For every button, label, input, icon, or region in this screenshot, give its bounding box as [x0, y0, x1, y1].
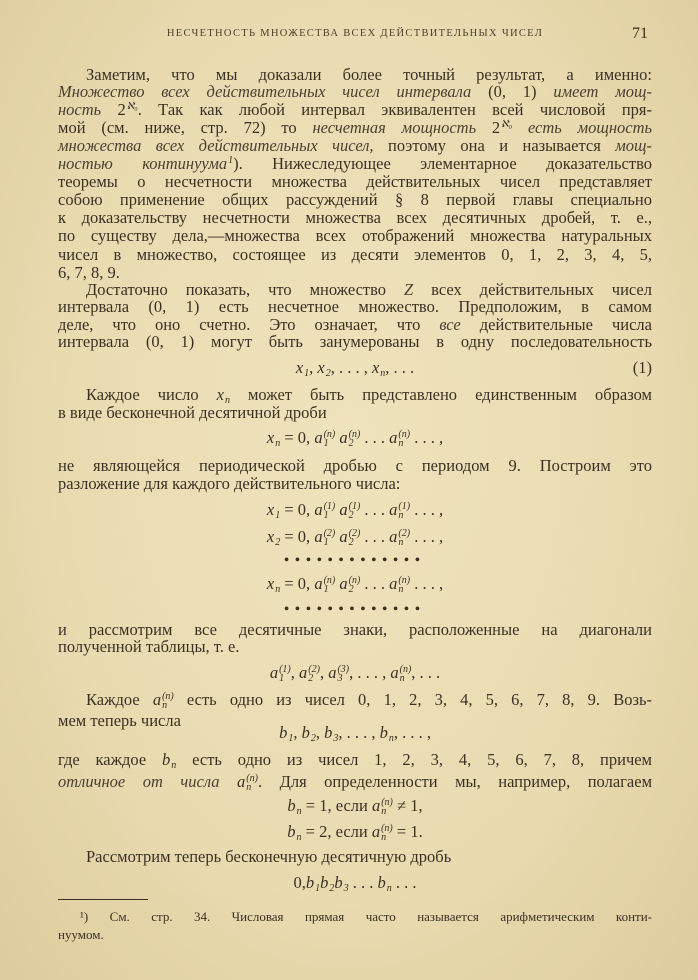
subscript: n	[171, 760, 177, 772]
math-symbol	[320, 873, 335, 895]
symbol-base: 2	[491, 118, 501, 137]
superscript: (n)	[323, 575, 336, 587]
text-segment: , . . . ,	[338, 723, 380, 742]
symbol-base: a	[314, 500, 323, 519]
subscript: n	[275, 584, 281, 596]
subscript: 3	[337, 673, 343, 685]
text-segment: . . .	[360, 500, 390, 519]
superscript: (n)	[162, 691, 174, 703]
text-segment: и рассмотрим все десятичные знаки, расположенные на диагонали	[58, 620, 652, 639]
superscript: (1)	[323, 501, 336, 513]
superscript: (n)	[323, 429, 336, 441]
text-segment: собою применение общих рассуждений § 8 первой главы специально	[58, 190, 652, 209]
equation-number: (1)	[632, 358, 652, 377]
text-segment: (0, 1)	[471, 82, 554, 101]
footnote-line: ¹) См. стр. 34. Числовая прямая часто называется арифметическим конти-	[80, 909, 652, 924]
text-segment: = 1.	[392, 822, 423, 841]
symbol-base: a	[339, 574, 348, 593]
math-symbol	[339, 500, 361, 522]
text-segment: ≠ 1,	[392, 796, 423, 815]
text-line	[58, 245, 652, 265]
math-symbol	[328, 663, 350, 685]
subscript: 3	[333, 733, 339, 745]
text-segment: . Так как любой интервал эквивалентен всей числовой пря-	[137, 100, 652, 119]
formula	[58, 663, 652, 683]
text-segment: по существу дела,—множества всех отображений множества натуральных	[58, 226, 652, 245]
math-symbol	[390, 663, 412, 685]
index-stack	[349, 576, 361, 594]
subscript: 2	[310, 733, 316, 745]
symbol-base: a	[314, 574, 323, 593]
math-symbol	[371, 822, 393, 844]
text-segment: . Для определенности мы, например, полагаем	[257, 772, 653, 791]
text-segment	[476, 118, 492, 137]
math-symbol	[287, 822, 302, 844]
subscript: 3	[343, 883, 349, 895]
text-segment: не являющейся периодической дробью с периодом 9. Построим это	[58, 456, 652, 475]
text-segment: Достаточно показать, что множество	[86, 280, 405, 299]
math-symbol	[269, 663, 291, 685]
italic-text	[58, 772, 237, 791]
symbol-base: x	[266, 428, 275, 447]
formula	[58, 822, 652, 842]
index-stack	[398, 430, 410, 448]
math-symbol	[389, 500, 411, 522]
text-line	[58, 82, 652, 102]
index-stack	[349, 430, 361, 448]
symbol-base: a	[299, 663, 308, 682]
symbol-base: b	[320, 873, 329, 892]
subscript: 2	[348, 438, 354, 450]
symbol-base: b	[377, 873, 386, 892]
superscript: (n)	[399, 664, 412, 676]
symbol-base: Множество всех действительных чисел интервала	[58, 82, 472, 101]
text-segment: , . . . ,	[393, 723, 431, 742]
text-segment: . . . ,	[410, 527, 444, 546]
symbol-base: отличное от числа	[58, 772, 238, 791]
math-symbol	[279, 723, 294, 745]
text-segment: всех действительных чисел	[413, 280, 652, 299]
subscript: 2	[348, 537, 354, 549]
symbol-base: a	[371, 796, 381, 815]
text-segment: где каждое	[58, 750, 163, 769]
italic-text	[312, 118, 476, 137]
subscript: 1	[315, 883, 321, 895]
index-stack	[349, 529, 361, 547]
text-line	[58, 118, 652, 138]
superscript: (n)	[348, 429, 361, 441]
superscript: (3)	[337, 664, 350, 676]
symbol-base: имеет мощ-	[553, 82, 652, 101]
subscript: n	[381, 832, 387, 844]
text-line	[58, 208, 652, 228]
superscript: (1)	[348, 501, 361, 513]
text-line	[58, 297, 652, 317]
superscript: (n)	[398, 575, 411, 587]
italic-text	[615, 136, 652, 155]
text-segment: полученной таблицы, т. е.	[58, 637, 240, 656]
formula	[58, 574, 652, 594]
subscript: 1	[304, 368, 310, 380]
text-segment: ,	[319, 663, 329, 682]
symbol-base: b	[324, 723, 333, 742]
text-segment: Заметим, что мы доказали более точный результат, а именно:	[86, 65, 652, 84]
math-symbol	[317, 358, 331, 380]
text-segment: , . . .	[411, 663, 441, 682]
text-segment: чисел в множество, состоящее из десяти элементов 0, 1, 2, 3, 4, 5,	[58, 245, 652, 264]
subscript: 1	[323, 537, 329, 549]
superscript: (n)	[398, 429, 411, 441]
text-segment: . . .	[348, 873, 378, 892]
symbol-base: несчетная мощность	[312, 118, 477, 137]
text-segment: действительные числа	[460, 315, 652, 334]
math-symbol	[371, 796, 393, 818]
symbol-base: b	[162, 750, 171, 769]
text-segment: = 0,	[280, 428, 315, 447]
math-symbol	[314, 527, 336, 549]
symbol-base: a	[389, 500, 398, 519]
symbol-base: a	[339, 500, 348, 519]
math-symbol	[334, 873, 349, 895]
text-line	[58, 750, 652, 770]
symbol-base: ностью континуума	[58, 154, 228, 173]
text-line	[58, 456, 652, 476]
superscript: (1)	[279, 664, 291, 676]
text-segment: •••••••••••••	[284, 553, 426, 568]
text-segment: , . . . ,	[349, 663, 391, 682]
math-symbol	[216, 385, 230, 407]
symbol-base: b	[287, 796, 296, 815]
index-stack	[308, 665, 320, 683]
index-stack	[398, 529, 410, 547]
subscript: n	[224, 395, 230, 407]
math-symbol	[314, 574, 336, 596]
subscript: 1	[279, 673, 285, 685]
symbol-base: 2	[117, 100, 126, 119]
subscript: n	[296, 832, 302, 844]
text-segment	[512, 118, 528, 137]
symbol-base: a	[339, 527, 348, 546]
text-line	[58, 226, 652, 246]
subscript: n	[246, 782, 252, 794]
formula	[58, 873, 652, 893]
text-line	[58, 403, 652, 423]
text-segment: . . .	[360, 428, 390, 447]
math-symbol	[339, 527, 361, 549]
symbol-base: a	[152, 690, 162, 709]
text-segment: мой (см. ниже, стр. 72) то	[58, 118, 313, 137]
math-symbol	[237, 772, 258, 794]
symbol-base: ность	[58, 100, 102, 119]
index-stack	[162, 692, 174, 710]
italic-text	[58, 100, 101, 119]
symbol-base: a	[314, 428, 323, 447]
subscript: n	[275, 438, 281, 450]
text-segment: в виде бесконечной десятичной дроби	[58, 403, 327, 422]
index-stack	[349, 502, 361, 520]
italic-text	[553, 82, 652, 101]
text-segment: ,	[309, 358, 318, 377]
math-symbol	[152, 690, 174, 712]
symbol-base: a	[237, 772, 246, 791]
math-symbol	[389, 574, 411, 596]
symbol-base: a	[389, 574, 398, 593]
text-segment: деле, что оно счетно. Это означает, что	[58, 315, 440, 334]
subscript: 1	[323, 510, 329, 522]
formula	[58, 796, 652, 816]
math-symbol	[162, 750, 177, 772]
formula	[58, 358, 652, 378]
superscript: (n)	[381, 823, 393, 835]
math-symbol	[389, 428, 411, 450]
subscript: n	[381, 806, 387, 818]
symbol-base: a	[314, 527, 323, 546]
text-line	[58, 637, 652, 657]
text-segment: •••••••••••••	[284, 602, 426, 617]
formula	[58, 500, 652, 520]
superscript: (2)	[348, 528, 361, 540]
symbol-base: a	[390, 663, 399, 682]
subscript: n	[386, 883, 392, 895]
subscript: 2	[329, 883, 335, 895]
page-number: 71	[632, 25, 648, 42]
text-line	[58, 154, 652, 174]
footnote-line: нуумом.	[58, 927, 104, 942]
math-symbol	[118, 100, 138, 119]
text-segment: интервала (0, 1) могут быть занумерованы в одну последовательность	[58, 332, 652, 351]
symbol-base: множества всех действительных чисел,	[58, 136, 374, 155]
text-segment: ,	[290, 663, 300, 682]
text-segment: интервала (0, 1) есть несчетное множество. Предположим, в самом	[58, 297, 652, 316]
math-symbol	[314, 428, 336, 450]
symbol-base: b	[301, 723, 310, 742]
text-segment: 6, 7, 8, 9.	[58, 263, 120, 282]
index-stack	[381, 798, 393, 816]
superscript: ℵ₀	[126, 101, 138, 113]
index-stack	[400, 665, 412, 683]
symbol-base: x	[266, 574, 275, 593]
footnote-divider	[58, 899, 148, 900]
superscript: (1)	[398, 501, 411, 513]
subscript: 2	[308, 673, 314, 685]
symbol-base: x	[371, 358, 380, 377]
subscript: n	[399, 673, 405, 685]
superscript: (2)	[308, 664, 320, 676]
index-stack	[324, 430, 336, 448]
symbol-base: мощ-	[615, 136, 652, 155]
text-segment: 0,	[293, 873, 306, 892]
symbol-base: есть мощность	[527, 118, 653, 137]
text-line	[58, 190, 652, 210]
formula	[58, 723, 652, 743]
text-line	[58, 474, 652, 494]
text-segment: теоремы о несчетности множества действительных чисел представляет	[58, 172, 652, 191]
text-line	[58, 385, 652, 405]
text-line	[58, 772, 652, 792]
superscript: (n)	[381, 797, 393, 809]
symbol-base: a	[389, 428, 398, 447]
text-segment: есть одно из чисел 1, 2, 3, 4, 5, 6, 7, 8, причем	[176, 750, 653, 769]
math-symbol	[266, 527, 281, 549]
subscript: n	[162, 700, 168, 712]
subscript: 2	[275, 537, 281, 549]
text-segment: = 1, если	[301, 796, 372, 815]
text-segment: Каждое	[86, 690, 153, 709]
index-stack	[398, 502, 410, 520]
text-segment: = 0,	[280, 574, 315, 593]
math-symbol	[266, 428, 281, 450]
math-symbol	[287, 796, 302, 818]
subscript: n	[380, 368, 386, 380]
superscript: ℵ₀	[501, 119, 513, 131]
text-segment: . . .	[360, 574, 390, 593]
symbol-base: b	[305, 873, 315, 892]
text-segment: ). Нижеследующее элементарное доказательство	[233, 154, 652, 173]
symbol-base: Z	[404, 280, 414, 299]
text-line	[58, 332, 652, 352]
math-symbol	[299, 663, 320, 685]
subscript: n	[398, 537, 404, 549]
index-stack	[279, 665, 291, 683]
formula	[58, 428, 652, 448]
text-line	[58, 136, 652, 156]
italic-text	[58, 82, 471, 101]
subscript: 1	[275, 510, 281, 522]
text-segment: . . . ,	[410, 500, 444, 519]
math-symbol	[371, 358, 386, 380]
text-line	[58, 172, 652, 192]
math-symbol	[492, 118, 512, 137]
text-segment: , . . . ,	[330, 358, 372, 377]
symbol-base: x	[266, 527, 275, 546]
text-segment: может быть представлено единственным образом	[229, 385, 652, 404]
symbol-base: a	[371, 822, 381, 841]
subscript: 1	[323, 584, 329, 596]
math-symbol	[295, 358, 310, 380]
italic-text	[58, 154, 227, 173]
symbol-base: x	[216, 385, 224, 404]
math-symbol	[305, 873, 321, 895]
math-symbol	[339, 428, 361, 450]
text-segment: . . . ,	[410, 574, 444, 593]
text-segment: разложение для каждого действительного числа:	[58, 474, 401, 493]
text-segment: мем теперь числа	[58, 711, 181, 730]
italic-text	[58, 136, 374, 155]
symbol-base: x	[266, 500, 275, 519]
subscript: 2	[348, 510, 354, 522]
text-segment: ,	[315, 723, 325, 742]
ellipsis-row	[58, 600, 652, 620]
index-stack	[246, 774, 258, 792]
formula	[58, 527, 652, 547]
symbol-base: x	[317, 358, 325, 377]
superscript: (n)	[246, 773, 258, 785]
symbol-base: b	[279, 723, 288, 742]
subscript: n	[398, 438, 404, 450]
symbol-base: a	[269, 663, 279, 682]
math-symbol	[339, 574, 361, 596]
index-stack	[381, 824, 393, 842]
subscript: 1	[288, 733, 294, 745]
italic-text	[528, 118, 652, 137]
superscript: 1	[228, 155, 234, 167]
subscript: n	[398, 584, 404, 596]
text-line	[58, 100, 652, 120]
superscript: (2)	[398, 528, 411, 540]
math-symbol	[324, 723, 339, 745]
text-line	[58, 690, 652, 710]
index-stack	[337, 665, 349, 683]
text-segment: = 2, если	[301, 822, 372, 841]
math-symbol	[314, 500, 336, 522]
text-segment: к доказательству несчетности множества всех десятичных дробей, т. е.,	[58, 208, 652, 227]
text-segment: = 0,	[280, 500, 315, 519]
running-title: НЕСЧЕТНОСТЬ МНОЖЕСТВА ВСЕХ ДЕЙСТВИТЕЛЬНЫХ ЧИСЕЛ	[166, 28, 544, 39]
math-symbol	[389, 527, 411, 549]
text-segment: . . .	[391, 873, 417, 892]
superscript: (n)	[348, 575, 361, 587]
text-segment: . . . ,	[410, 428, 444, 447]
subscript: n	[388, 733, 394, 745]
text-segment: = 0,	[280, 527, 315, 546]
symbol-base: a	[328, 663, 337, 682]
index-stack	[398, 576, 410, 594]
text-segment: ,	[293, 723, 302, 742]
math-symbol	[301, 723, 316, 745]
subscript: 2	[325, 368, 331, 380]
symbol-base: все	[439, 315, 461, 334]
index-stack	[324, 576, 336, 594]
text-segment: Каждое число	[86, 385, 217, 404]
index-stack	[324, 529, 336, 547]
symbol-base: b	[379, 723, 388, 742]
symbol-base: x	[295, 358, 304, 377]
symbol-base: b	[287, 822, 296, 841]
index-stack	[324, 502, 336, 520]
math-symbol	[266, 574, 281, 596]
subscript: n	[296, 806, 302, 818]
math-symbol	[379, 723, 394, 745]
superscript: (2)	[323, 528, 336, 540]
ellipsis-row	[58, 551, 652, 571]
symbol-base: a	[339, 428, 348, 447]
symbol-base: a	[389, 527, 398, 546]
text-segment: Рассмотрим теперь бесконечную десятичную дробь	[86, 847, 452, 866]
math-symbol	[266, 500, 281, 522]
subscript: n	[398, 510, 404, 522]
text-segment: , . . .	[385, 358, 415, 377]
subscript: 2	[348, 584, 354, 596]
subscript: 1	[323, 438, 329, 450]
text-segment: поэтому она и называется	[373, 136, 616, 155]
symbol-base: b	[334, 873, 343, 892]
text-segment: есть одно из чисел 0, 1, 2, 3, 4, 5, 6, 7, 8, 9. Возь-	[173, 690, 652, 709]
text-line	[58, 847, 652, 867]
text-segment	[101, 100, 117, 119]
math-symbol	[377, 873, 392, 895]
text-segment: . . .	[360, 527, 390, 546]
